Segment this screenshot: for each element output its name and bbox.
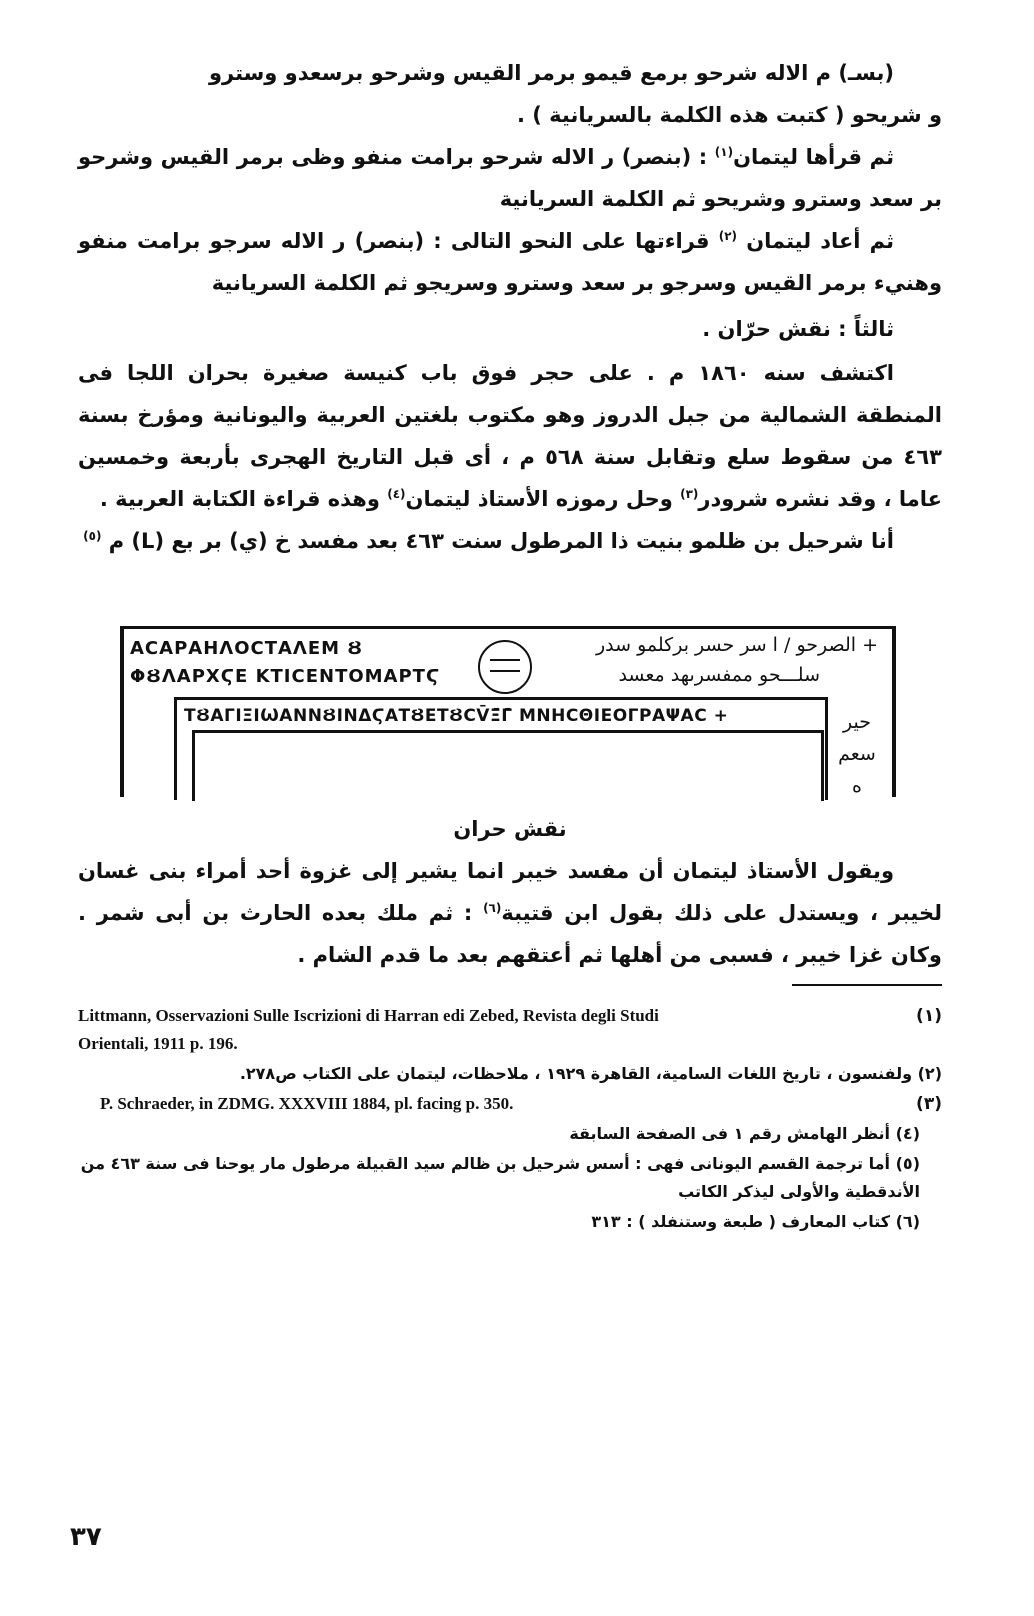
text-span: وهذه قراءة الكتابة العربية .: [99, 487, 380, 511]
text-span: اكتشف سنه ١٨٦٠ م . على حجر فوق باب كنيسة صغيرة بحران اللجا فى المنطقة الشمالية من جبل الدروز وهو مكتوب بلغتين العربية واليونانية ومؤرخ بسنة ٤٦٣ من سقوط سلع وتقابل سنة ٥٦٨ م ، أى قبل التاريخ الهجرى بأربعة وخمسين عاما ، وقد نشره شرودر: [78, 361, 942, 511]
footnote-3: [78, 1090, 942, 1118]
footnote-ref-6[interactable]: (٦): [483, 901, 502, 915]
footnote-2: [78, 1058, 942, 1090]
paragraph-discovery: [78, 352, 942, 520]
arabic-inscription-side: حير سعم ه: [838, 711, 876, 797]
text-span: قراءتها على النحو التالى : (بنصر) ر الاله سرجو برامت منفو وهنيء برمر القيس وسرجو بر سعد وسترو وسريجو ثم الكلمة السريانية: [78, 229, 942, 295]
footnote-number: (٥): [895, 1154, 920, 1173]
footnote-text: ولفنسون ، تاريخ اللغات السامية، القاهرة ١٩٢٩ ، ملاحظات، ليتمان على الكتاب ص٢٧٨.: [239, 1064, 913, 1083]
footnote-text: أنظر الهامش رقم ١ فى الصفحة السابقة: [569, 1124, 891, 1143]
paragraph-littmann-interpretation: [78, 850, 942, 976]
footnote-divider: [792, 984, 942, 986]
text-span: وحل رموزه الأستاذ ليتمان: [405, 487, 673, 511]
arabic-inscription-line-2: سلـــحو ممفسرىهد معسد: [618, 664, 820, 686]
paragraph-arabic-reading: [78, 520, 942, 562]
footnote-number: (١): [916, 1006, 942, 1026]
greek-line-2: ΦȢΛΑΡΧϚΕ ΚΤΙСΕΝΤΟΜΑΡΤϚ: [130, 666, 441, 687]
text-span: ويقول الأستاذ ليتمان أن مفسد خيبر انما يشير إلى غزوة أحد أمراء بنى غسان لخيبر ، ويستدل على ذلك بقول ابن قتيبة: [78, 859, 942, 925]
footnote-ref-3[interactable]: (٣): [680, 487, 699, 501]
inscription-lintel-panel: [192, 730, 824, 801]
text-line: و شريحو ( كتبت هذه الكلمة بالسريانية ) .: [516, 103, 942, 127]
text-span: ثم أعاد ليتمان: [746, 229, 895, 253]
footnote-text: أما ترجمة القسم اليونانى فهى : أسس شرحيل بن ظالم سيد القبيلة مرطول مار يوحنا فى سنة ٤٦٣ من الأندقطية والأولى ليذكر الكاتب: [80, 1154, 920, 1201]
footnote-number: (٤): [895, 1124, 920, 1143]
document-page: [78, 52, 942, 1238]
footnote-ref-2[interactable]: (٢): [718, 229, 737, 243]
footnote-ref-1[interactable]: (١): [714, 145, 734, 159]
footnote-ref-4[interactable]: (٤): [387, 487, 406, 501]
paragraph-littmann-rereading: [78, 220, 942, 304]
footnote-text: كتاب المعارف ( طبعة وستنفلد ) : ٣١٣: [591, 1212, 891, 1231]
figure-caption: نقش حران: [453, 817, 567, 841]
greek-line-1: ΑСΑΡΑΗΛΟСΤΑΛΕΜ Ȣ: [130, 638, 363, 659]
footnote-text: Littmann, Osservazioni Sulle Iscrizioni di Harran edi Zebed, Revista degli Studi: [78, 1006, 659, 1025]
text-span: : (بنصر) ر الاله شرحو برامت منفو وظى برمر القيس وشرحو بر سعد وسترو وشريحو ثم الكلمة السريانية: [78, 145, 942, 211]
footnote-text: P. Schraeder, in ZDMG. XXXVIII 1884, pl. facing p. 350.: [100, 1094, 514, 1113]
footnote-number: (٢): [917, 1064, 942, 1083]
greek-line-3: ΤȢΑΓΙΞΙѠΑΝΝȢΙΝΔϚΑΤȢΕΤȢСV̄Ξ̄Γ̄ ΜΝΗСΘΙΕΟΓΡΑΨΑС +: [184, 706, 729, 726]
arabic-inscription-line-1: + الصرحو / ا سر حسر بركلمو سدر: [595, 634, 878, 656]
footnote-6: [78, 1206, 942, 1238]
footnote-number: (٣): [916, 1094, 942, 1114]
section-heading: ثالثاً : نقش حرّان .: [702, 317, 894, 341]
text-span: ثم قرأها ليتمان: [733, 145, 894, 169]
paragraph-reading-1: [78, 52, 942, 136]
text-span: أنا شرحيل بن ظلمو بنيت ذا المرطول سنت ٤٦٣ بعد مفسد خ (ي) بر بع (L) م: [108, 529, 894, 553]
text-line: (بسـ) م الاله شرحو برمع قيمو برمر القيس وشرحو برسعدو وسترو: [208, 61, 894, 85]
text-span: : ثم ملك بعده الحارث بن أبى شمر . وكان غزا خيبر ، فسبى من أهلها ثم أعتقهم بعد ما قدم الشام .: [78, 901, 942, 967]
inscription-figure: [120, 614, 892, 800]
footnote-ref-5[interactable]: (٥): [83, 529, 102, 543]
page-number: ٣٧: [70, 1522, 102, 1552]
footnote-number: (٦): [895, 1212, 920, 1231]
footnote-5: [78, 1150, 942, 1206]
footnotes: [78, 1002, 942, 1238]
footnote-4: [78, 1118, 942, 1150]
seal-circle-icon: [478, 640, 532, 694]
paragraph-littmann-reading: [78, 136, 942, 220]
footnote-1: [78, 1002, 942, 1030]
footnote-text-continued: Orientali, 1911 p. 196.: [78, 1034, 238, 1053]
